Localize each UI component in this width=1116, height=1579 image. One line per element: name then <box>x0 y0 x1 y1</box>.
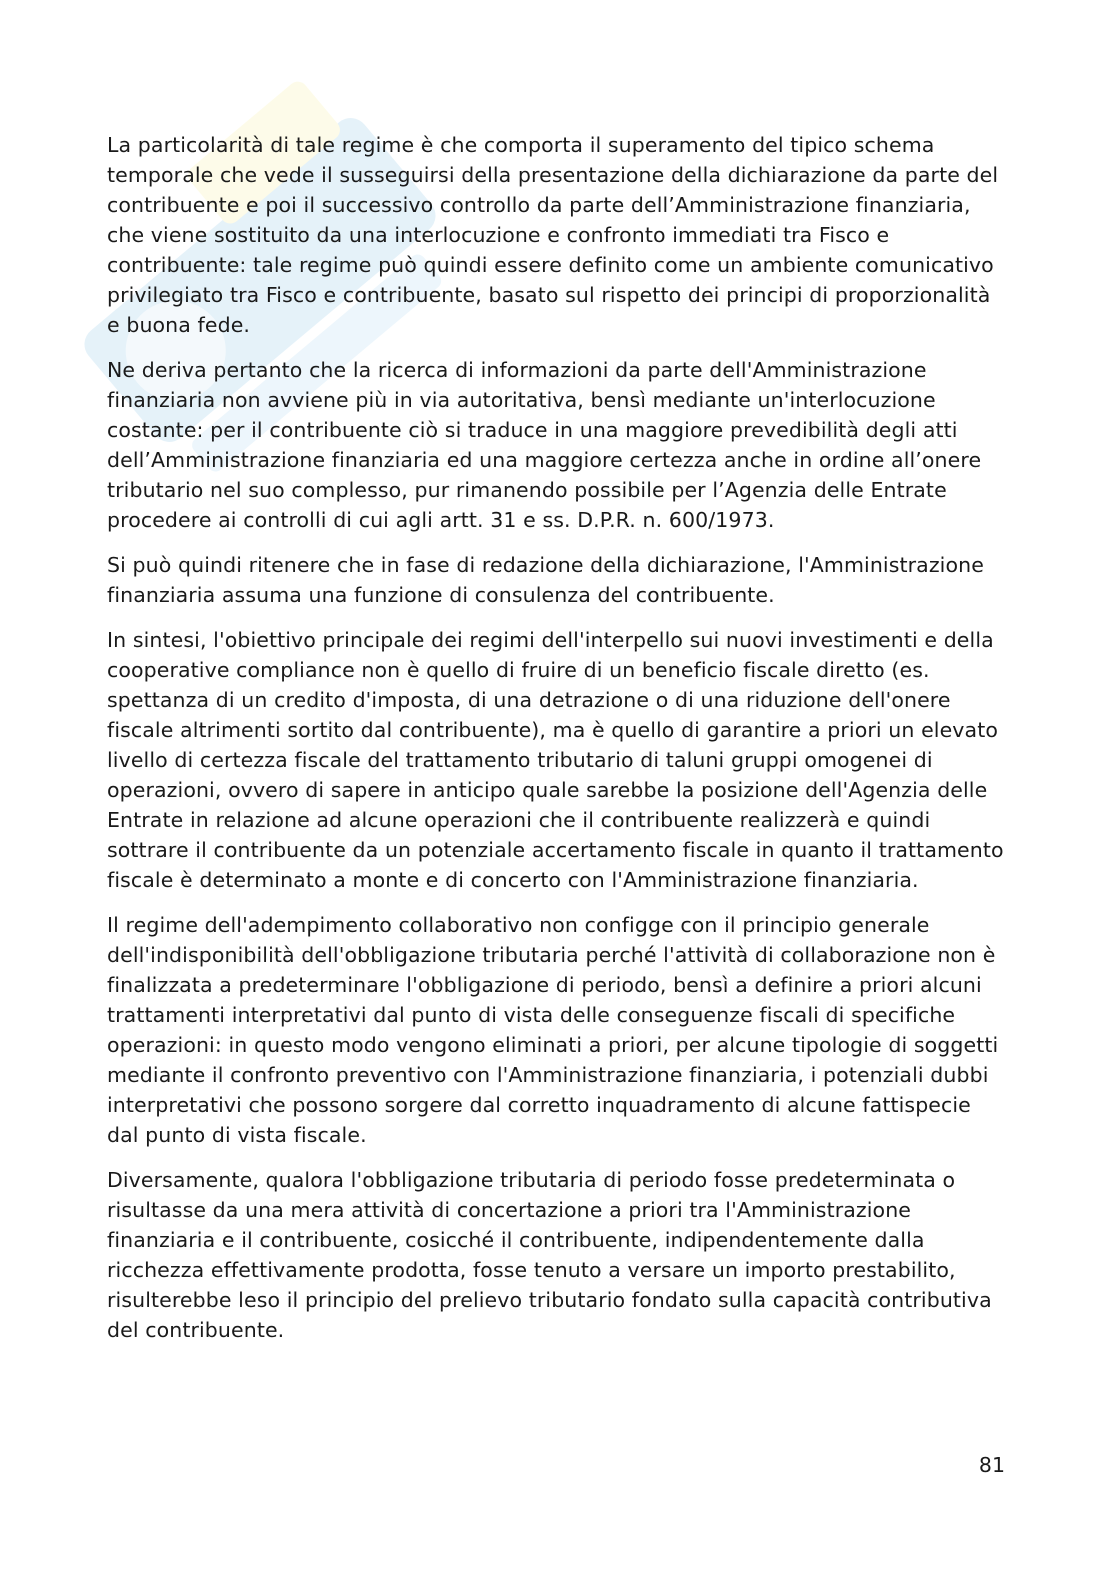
paragraph-1: La particolarità di tale regime è che comporta il superamento del tipico schema temporale che vede il susseguirsi della presentazione della dichiarazione da parte del contribuente e poi il successivo controllo da parte dell’Amministrazione finanziaria, che viene sostituito da una interlocuzione e confronto immediati tra Fisco e contribuente: tale regime può quindi essere definito come un ambiente comunicativo privilegiato tra Fisco e contribuente, basato sul rispetto dei principi di proporzionalità e buona fede. <box>107 133 999 337</box>
paragraph-5: Il regime dell'adempimento collaborativo non configge con il principio generale dell'indisponibilità dell'obbligazione tributaria perché l'attività di collaborazione non è finalizzata a predeterminare l'obbligazione di periodo, bensì a definire a priori alcuni trattamenti interpretativi dal punto di vista delle conseguenze fiscali di specifiche operazioni: in questo modo vengono eliminati a priori, per alcune tipologie di soggetti mediante il confronto preventivo con l'Amministrazione finanziaria, i potenziali dubbi interpretativi che possono sorgere dal corretto inquadramento di alcune fattispecie dal punto di vista fiscale. <box>107 913 999 1147</box>
paragraph-6: Diversamente, qualora l'obbligazione tributaria di periodo fosse predeterminata o risultasse da una mera attività di concertazione a priori tra l'Amministrazione finanziaria e il contribuente, cosicché il contribuente, indipendentemente dalla ricchezza effettivamente prodotta, fosse tenuto a versare un importo prestabilito, risulterebbe leso il principio del prelievo tributario fondato sulla capacità contributiva del contribuente. <box>107 1168 992 1342</box>
paragraph-2: Ne deriva pertanto che la ricerca di informazioni da parte dell'Amministrazione finanziaria non avviene più in via autoritativa, bensì mediante un'interlocuzione costante: per il contribuente ciò si traduce in una maggiore prevedibilità degli atti dell’Amministrazione finanziaria ed una maggiore certezza anche in ordine all’onere tributario nel suo complesso, pur rimanendo possibile per l’Agenzia delle Entrate procedere ai controlli di cui agli artt. 31 e ss. D.P.R. n. 600/1973. <box>107 358 982 532</box>
page-number: 81 <box>978 1453 1005 1477</box>
paragraph-4: In sintesi, l'obiettivo principale dei regimi dell'interpello sui nuovi investimenti e della cooperative compliance non è quello di fruire di un beneficio fiscale diretto (es. spettanza di un credito d'imposta, di una detrazione o di una riduzione dell'onere fiscale altrimenti sortito dal contribuente), ma è quello di garantire a priori un elevato livello di certezza fiscale del trattamento tributario di taluni gruppi omogenei di operazioni, ovvero di sapere in anticipo quale sarebbe la posizione dell'Agenzia delle Entrate in relazione ad alcune operazioni che il contribuente realizzerà e quindi sottrare il contribuente da un potenziale accertamento fiscale in quanto il trattamento fiscale è determinato a monte e di concerto con l'Amministrazione finanziaria. <box>107 628 1004 892</box>
paragraph-3: Si può quindi ritenere che in fase di redazione della dichiarazione, l'Amministrazione finanziaria assuma una funzione di consulenza del contribuente. <box>107 553 984 607</box>
document-body <box>107 130 1007 1360</box>
